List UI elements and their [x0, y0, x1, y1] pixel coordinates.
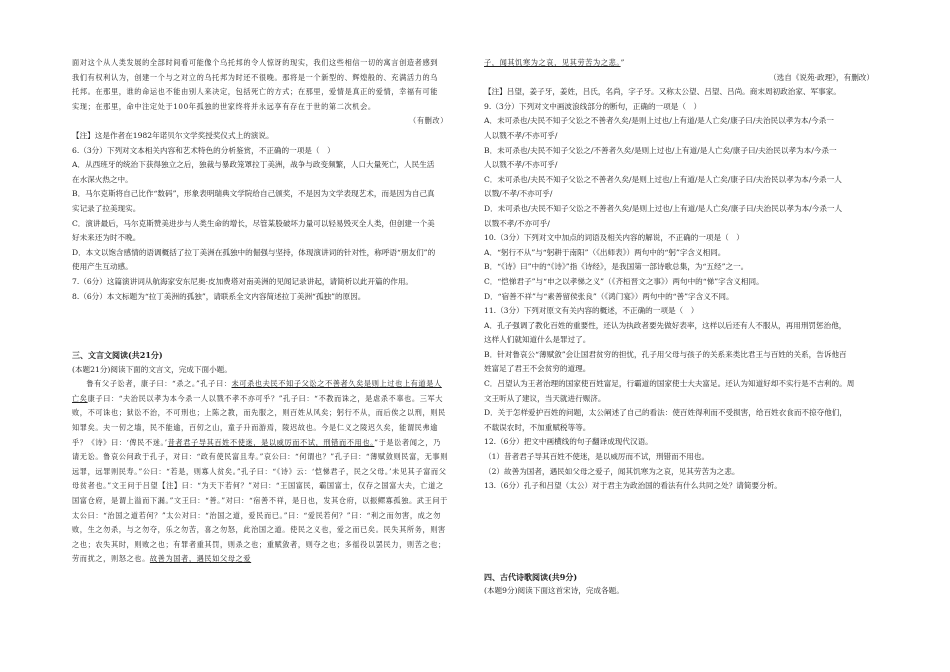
option-line: A．“躬行不从”与“躬耕于南阳”（《出师表》）两句中的“躬”字含义相同。 — [484, 247, 726, 257]
option-line: B．针对鲁哀公“薄赋敛”会让国君贫穷的担忧，孔子用父母与孩子的关系来类比君王与百姓的关系，告诉他百 — [484, 349, 847, 359]
question-7: 7.（6分）这篇演讲词从航海家安东尼奥·皮加费塔对南美洲的见闻记录讲起，请简析以此开篇的作用。 — [72, 276, 414, 286]
option-line: C．未可杀也/夫民不知子父讼之不善者久矣/是则上过也/上有道/是人亡矣/康子曰/夫治民以孝为本/今杀一人 — [484, 174, 842, 184]
question-stem: 9.（3分）下列对文中画波浪线部分的断句，正确的一项是（ ） — [484, 101, 702, 111]
passage-note: 【注】吕望，姜子牙，姜姓，吕氏，名尚，字子牙。又称太公望、吕望、吕尚。商末周初政治家、军事家。 — [484, 87, 841, 97]
option-line: 这样人们就知道什么是罪过了。 — [484, 335, 591, 345]
option-line: 使用产生互动感。 — [72, 262, 133, 272]
option-line: 姓富足了君王不会贫穷的道理。 — [484, 364, 591, 374]
passage-continuation — [484, 56, 874, 71]
essay-line: 托邦。在那里，谁的命运也不能由别人来决定，包括死亡的方式；在那里，爱情是真正的爱情，幸福有可能 — [72, 87, 439, 97]
option-line: B．未可杀也/夫民不知子父讼之/不善者久矣/是则上过也/上有道/是人亡矣/康子曰/夫治民以孝为本/今杀一 — [484, 145, 837, 155]
passage-segment: ”于是讼者闻之，乃请无讼。鲁哀公问政于孔子，对曰：“政有使民富且寿。”哀公曰：“何谓也？”孔子曰：“薄赋敛则民富，无事则远罪，远罪则民寿。”公曰：“若是，则寡人贫矣。”孔子曰：“《诗》云：‘恺悌君子，民之父母。’未见其子富而父母贫者也。”文王问于吕望【注】曰：“为天下若何？”对曰：“王国富民，霸国富士，仅存之国富大夫，亡道之国富仓府，是谓上溢而下漏。”文王曰：“善。”对曰：“宿善不祥，是日也，发其仓府，以振鳏寡孤独。武王问于太公曰：“治国之道若何？”太公对曰：“治国之道，爱民而已。”曰：“爱民若何？”曰：“利之而勿害，成之勿败，生之勿杀，与之勿夺，乐之勿苦，喜之勿怒，此治国之道。使民之义也，爱之而已矣。民失其所务，则害之也；农失其时，则败之也；有罪者重其罚，则杀之也；重赋敛者，则夺之也；多徭役以罢民力，则苦之也；劳而扰之，则怒之也。 — [72, 437, 449, 564]
question-stem: 11.（3分）下列对原文有关内容的概述，不正确的一项是（ ） — [484, 306, 699, 316]
option-line: 文王听从了建议，当天就进行赈济。 — [484, 393, 606, 403]
option-line: A．从西班牙的统治下获得独立之后，独裁与暴政笼罩拉丁美洲，战争与政变频繁，人口大量死亡，人民生活 — [72, 160, 435, 170]
essay-source: （有删改） — [409, 116, 448, 126]
question-6 — [72, 144, 448, 275]
option-line: D．本文以饱含感情的语调概括了拉丁美洲在孤独中的倔强与坚持，体现演讲词的针对性，称呼语“朋友们”的 — [72, 247, 436, 257]
option-line: 人以戮不孝/不亦可乎/ — [484, 160, 558, 170]
question-12 — [484, 435, 874, 479]
question-13: 13.（6分）孔子和吕望（太公）对于君主为政治国的看法有什么共同之处？请简要分析。 — [484, 481, 782, 491]
passage-source: （选自《说苑·政理》，有删改） — [769, 72, 874, 82]
question-9 — [484, 100, 874, 231]
essay-line: 实现；在那里，命中注定处于100年孤独的世家终将并永远享有存在于世的第二次机会。 — [72, 101, 376, 111]
left-column — [72, 56, 448, 567]
option-line: D．关于怎样爱护百姓的问题，太公阐述了自己的看法：使百姓得利而不受损害，给百姓衣食而不掠夺他们， — [484, 408, 847, 418]
option-line: 以戮不孝/不亦可乎/ — [484, 218, 550, 228]
option-line: 不载误农时，不加重赋税等等。 — [484, 422, 591, 432]
option-line: 人以戮不孝/不亦可乎/ — [484, 130, 558, 140]
question-10 — [484, 231, 874, 304]
section-3-title: 三、文言文阅读(共21分) — [72, 350, 163, 361]
section-4-intro: (本题9分)阅读下面这首宋诗，完成各题。 — [484, 586, 624, 596]
option-line: B．马尔克斯将自己比作“数码”，形象表明瑞典文学院给自己颁奖，不是因为文学表现艺术，而是因为自己真 — [72, 189, 435, 199]
question-stem: 6.（3分）下列对文本相关内容和艺术特色的分析鉴赏，不正确的一项是（ ） — [72, 145, 335, 155]
option-line: C．“恺悌君子”与“申之以孝悌之义”（《齐桓晋文之事》）两句中的“悌”字含义相同。 — [484, 276, 764, 286]
essay-note: 【注】这是作者在1982年诺贝尔文学奖授奖仪式上的演说。 — [72, 130, 274, 140]
essay-line: 我们有权利认为，创建一个与之对立的乌托邦为时还不很晚。那将是一个新型的、辉煌般的、充满活力的乌 — [72, 72, 439, 82]
passage-end-quote: ” — [620, 58, 625, 67]
underlined-sentence-2-end: 子，闻其饥寒为之哀，见其劳苦为之悲。 — [484, 58, 621, 67]
option-line: 实记录了拉美现实。 — [72, 203, 141, 213]
option-line: B．“《诗》曰”中的“《诗》”指《诗经》，是我国第一部诗歌总集，为“五经”之一。 — [484, 262, 749, 272]
wavy-underlined-segment: 未可杀也夫民不知子父讼之不善者久矣是则上过也上有道是人亡矣 — [72, 379, 442, 403]
translation-item: （2）故善为国者，遇民如父母之爱子，闻其饥寒为之哀，见其劳苦为之悲。 — [484, 466, 740, 476]
question-8: 8.（6分）本文标题为“拉丁美洲的孤独”，请联系全文内容简述拉丁美洲“孤独”的原因。 — [72, 291, 366, 301]
classical-passage — [72, 377, 448, 567]
underlined-sentence-1: 昔者君子导其百姓不使迷，是以威厉而不试，刑错而不用也。 — [167, 437, 375, 447]
section-3-intro: (本题21分)阅读下面的文言文，完成下面小题。 — [72, 364, 232, 374]
option-line: C．吕望认为王者治理的国家使百姓富足，行霸道的国家使士大夫富足。还认为知道好却不实行是不吉利的。周 — [484, 379, 855, 389]
translation-item: （1）昔者君子导其百姓不使迷，是以威厉而不试，刑错而不用也。 — [484, 452, 710, 462]
right-column — [484, 56, 874, 599]
question-stem: 12.（6分）把文中画横线的句子翻译成现代汉语。 — [484, 437, 653, 447]
option-line: A．孔子强调了教化百姓的重要性，还认为执政者要先做好表率，这样以后还有人不服从，再用刑罚惩治他， — [484, 320, 847, 330]
option-line: D．“宿善不祥”与“素善留侯张良”（《鸿门宴》）两句中的“善”字含义不同。 — [484, 291, 734, 301]
passage-segment: 康子曰：“夫治民以孝为本今杀一人以戮不孝不亦可乎？”孔子曰：“不教而诛之，是虐杀不辜也。三军大败，不可诛也；狱讼不治，不可刑也；上陈之教，而先服之，则百姓从风矣；躬行不从，而后俟之以刑，则民知罪矣。夫一仞之墙，民不能逾，百仞之山，童子升而游焉，陵迟故也。今是仁义之陵迟久矣，能谓民弗逾乎？《诗》曰：‘俾民不迷。’ — [72, 393, 446, 447]
option-line: A．未可杀也/夫民不知子父讼之不善者久矣/是则上过也/上有道/是人亡矣/康子曰/夫治民以孝为本/今杀一 — [484, 116, 834, 126]
question-11 — [484, 304, 874, 435]
question-stem: 10.（3分）下列对文中加点的词语及相关内容的解说，不正确的一项是（ ） — [484, 233, 744, 243]
section-4-title: 四、古代诗歌阅读(共9分) — [484, 571, 578, 582]
option-line: 以戮/不孝/不亦可乎/ — [484, 189, 553, 199]
essay-paragraph — [72, 56, 448, 114]
essay-line: 面对这个从人类发展的全部时间看可能像个乌托邦的令人惊讶的现实，我们这些相信一切的寓言创造者感到 — [72, 58, 439, 67]
option-line: 好未来还为时不晚。 — [72, 233, 141, 243]
passage-segment: 鲁有父子讼者，康子曰：“杀之。”孔子曰： — [86, 379, 232, 389]
underlined-sentence-2: 故善为国者，遇民如父母之爱 — [149, 554, 252, 564]
option-line: C．演讲最后，马尔克斯赞美进步与人类生命的增长，尽管某股破坏力量可以轻易毁灭全人类，但创建一个美 — [72, 218, 435, 228]
option-line: 在水深火热之中。 — [72, 174, 133, 184]
option-line: D．未可杀也/夫民不知子父讼之不善者久矣/是则上过也/上有道/是人亡矣/康子曰/夫治民以孝为本/今杀一人 — [484, 203, 843, 213]
